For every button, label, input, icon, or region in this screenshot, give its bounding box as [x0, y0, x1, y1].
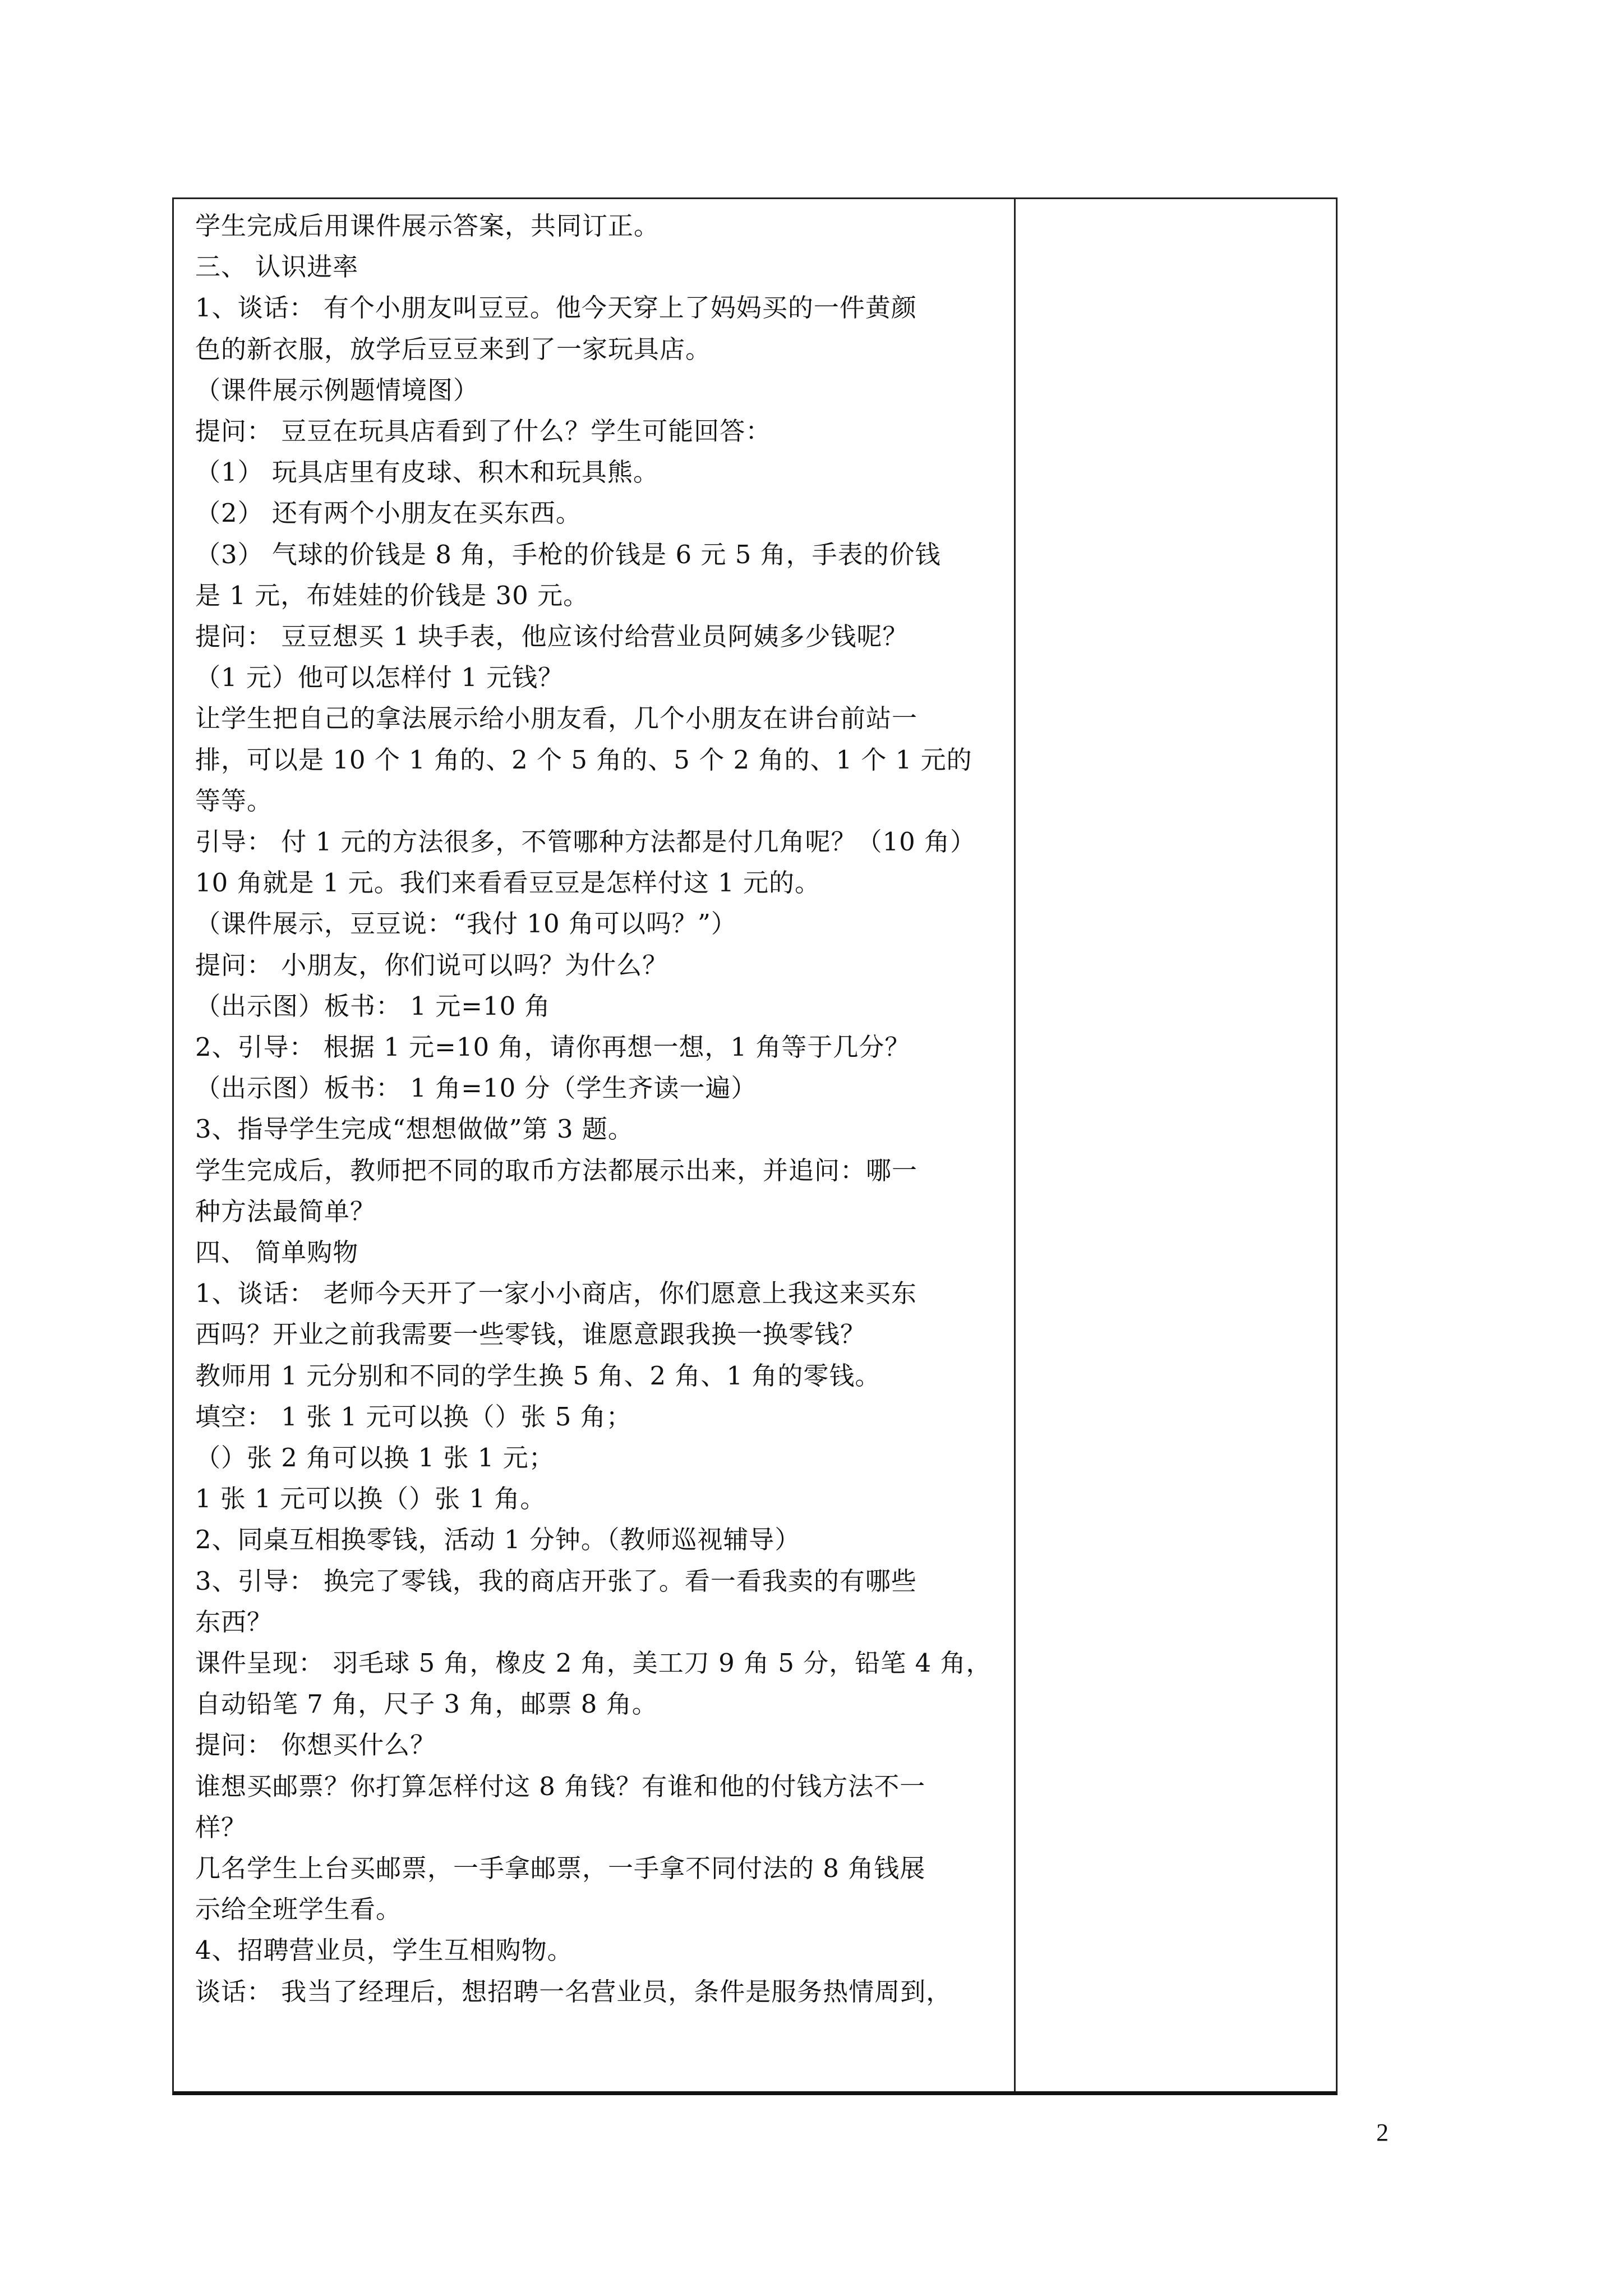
lesson-plan-table	[172, 197, 1338, 2095]
column-divider	[1014, 199, 1016, 2091]
text-line: （课件展示，豆豆说：“我付 10 角可以吗？”）	[195, 909, 737, 939]
text-line: 色的新衣服，放学后豆豆来到了一家玩具店。	[195, 334, 712, 364]
text-line: （2） 还有两个小朋友在买东西。	[195, 498, 582, 528]
text-line: 种方法最简单？	[195, 1196, 376, 1226]
text-line: 让学生把自己的拿法展示给小朋友看，几个小朋友在讲台前站一	[195, 703, 918, 734]
text-line: 学生完成后，教师把不同的取币方法都展示出来，并追问：哪一	[195, 1155, 918, 1185]
text-line: （1 元）他可以怎样付 1 元钱？	[195, 662, 564, 693]
text-line: 提问： 小朋友，你们说可以吗？为什么？	[195, 950, 668, 980]
text-line: （）张 2 角可以换 1 张 1 元；	[195, 1443, 555, 1473]
text-line: 等等。	[195, 785, 273, 816]
text-line: 4、招聘营业员，学生互相购物。	[195, 1935, 573, 1966]
text-line: 四、 简单购物	[195, 1237, 359, 1267]
text-line: 几名学生上台买邮票，一手拿邮票，一手拿不同付法的 8 角钱展	[195, 1853, 926, 1883]
text-line: 西吗？开业之前我需要一些零钱，谁愿意跟我换一换零钱？	[195, 1319, 866, 1350]
text-line: 3、指导学生完成“想想做做”第 3 题。	[195, 1114, 634, 1144]
text-line: 提问： 豆豆想买 1 块手表，他应该付给营业员阿姨多少钱呢？	[195, 622, 909, 651]
text-line: 引导： 付 1 元的方法很多，不管哪种方法都是付几角呢？（10 角）	[195, 827, 976, 857]
text-line: 东西？	[195, 1607, 273, 1637]
text-line: 2、引导： 根据 1 元=10 角，请你再想一想，1 角等于几分？	[195, 1032, 911, 1062]
text-line: （3） 气球的价钱是 8 角，手枪的价钱是 6 元 5 角，手表的价钱	[195, 539, 941, 569]
text-line: 示给全班学生看。	[195, 1894, 402, 1925]
text-line: 1 张 1 元可以换（）张 1 角。	[195, 1484, 546, 1514]
text-line: 教师用 1 元分别和不同的学生换 5 角、2 角、1 角的零钱。	[195, 1360, 881, 1391]
text-line: 学生完成后用课件展示答案，共同订正。	[195, 211, 660, 241]
text-line: 提问： 你想买什么？	[195, 1730, 436, 1760]
text-line: 三、 认识进率	[195, 252, 359, 282]
text-line: 1、谈话： 老师今天开了一家小小商店，你们愿意上我这来买东	[195, 1278, 917, 1309]
text-line: 自动铅笔 7 角，尺子 3 角，邮票 8 角。	[195, 1689, 658, 1719]
text-line: 提问： 豆豆在玩具店看到了什么？学生可能回答：	[195, 416, 772, 446]
text-line: （课件展示例题情境图）	[195, 375, 479, 405]
text-line: 1、谈话： 有个小朋友叫豆豆。他今天穿上了妈妈买的一件黄颜	[195, 293, 917, 323]
text-line: 填空： 1 张 1 元可以换（）张 5 角；	[195, 1401, 632, 1432]
text-line: 谁想买邮票？你打算怎样付这 8 角钱？有谁和他的付钱方法不一	[195, 1771, 926, 1801]
text-line: 谈话： 我当了经理后，想招聘一名营业员，条件是服务热情周到，	[195, 1976, 952, 2007]
text-line: 是 1 元，布娃娃的价钱是 30 元。	[195, 580, 589, 610]
text-line: 10 角就是 1 元。我们来看看豆豆是怎样付这 1 元的。	[195, 868, 821, 898]
page-number: 2	[1376, 2119, 1389, 2146]
text-line: 排，可以是 10 个 1 角的、2 个 5 角的、5 个 2 角的、1 个 1 元的	[195, 744, 972, 775]
text-line: （1） 玩具店里有皮球、积木和玩具熊。	[195, 457, 659, 487]
text-line: （出示图）板书： 1 元=10 角	[195, 991, 551, 1021]
text-line: （出示图）板书： 1 角=10 分（学生齐读一遍）	[195, 1073, 757, 1103]
text-line: 样？	[195, 1812, 247, 1842]
text-line: 3、引导： 换完了零钱，我的商店开张了。看一看我卖的有哪些	[195, 1566, 917, 1596]
text-line: 课件呈现： 羽毛球 5 角，橡皮 2 角，美工刀 9 角 5 分，铅笔 4 角，	[195, 1648, 992, 1678]
text-line: 2、同桌互相换零钱，活动 1 分钟。（教师巡视辅导）	[195, 1525, 801, 1555]
